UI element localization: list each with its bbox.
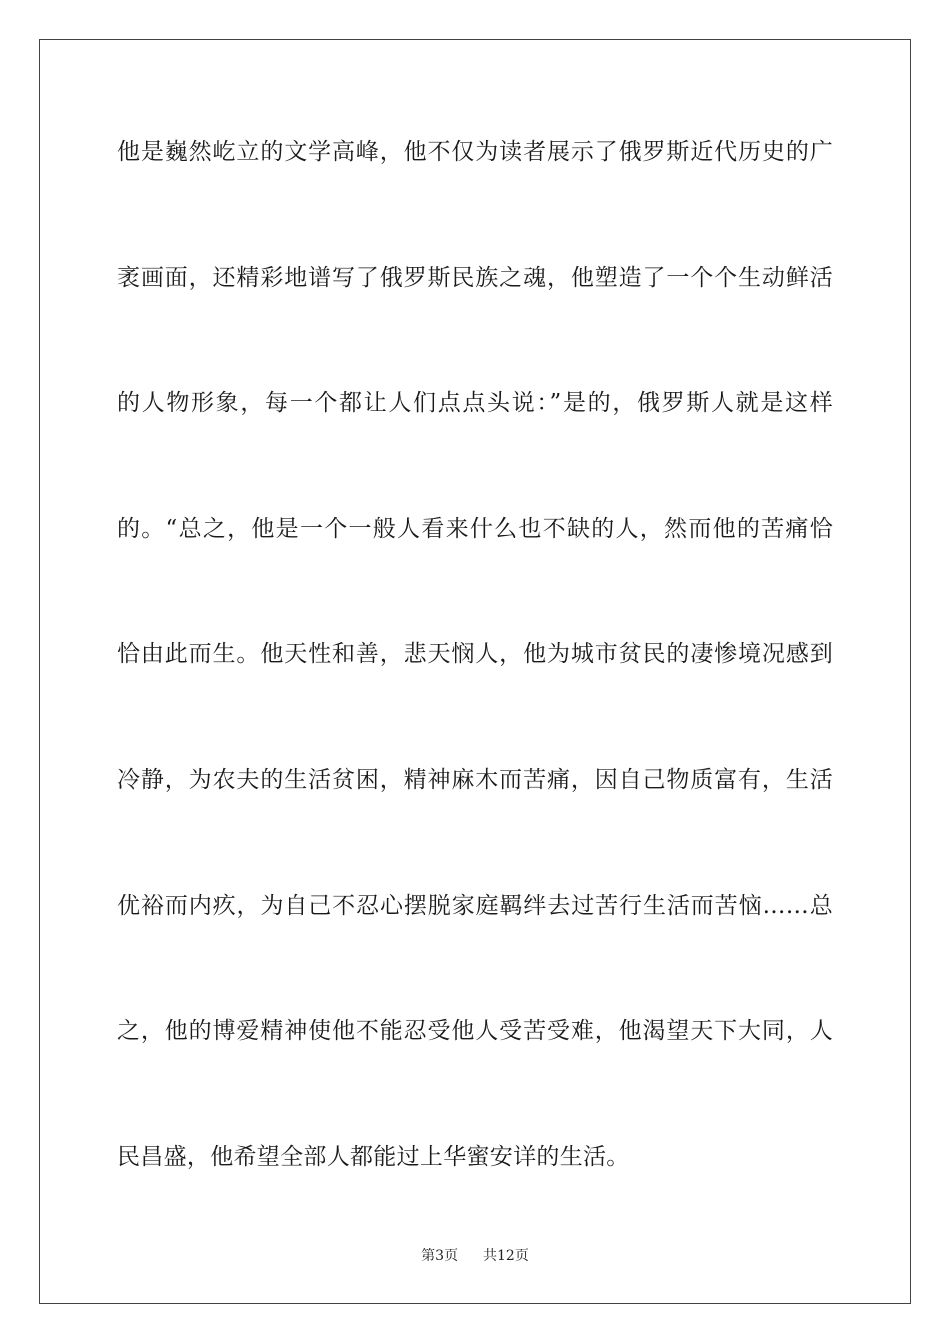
text-line-7: 优裕而内疚，为自己不忍心摆脱家庭羁绊去过苦行生活而苦恼……总 bbox=[117, 892, 833, 919]
text-line-3: 的人物形象，每一个都让人们点点头说：”是的，俄罗斯人就是这样 bbox=[117, 390, 833, 417]
text-line-9: 民昌盛，他希望全部人都能过上华蜜安详的生活。 bbox=[117, 1143, 630, 1170]
text-line-6: 冷静，为农夫的生活贫困，精神麻木而苦痛，因自己物质富有，生活 bbox=[117, 766, 833, 793]
text-line-1: 他是巍然屹立的文学高峰，他不仅为读者展示了俄罗斯近代历史的广 bbox=[117, 139, 833, 165]
body-paragraph bbox=[117, 128, 833, 1258]
page-footer bbox=[0, 1245, 950, 1265]
text-line-5: 恰由此而生。他天性和善，悲天悯人，他为城市贫民的凄惨境况感到 bbox=[117, 641, 833, 668]
page-number: 第3页 bbox=[421, 1248, 459, 1264]
text-line-8: 之，他的博爱精神使他不能忍受他人受苦受难，他渴望天下大同，人 bbox=[117, 1018, 833, 1045]
text-line-2: 袤画面，还精彩地谱写了俄罗斯民族之魂，他塑造了一个个生动鲜活 bbox=[117, 264, 833, 291]
page-total: 共12页 bbox=[483, 1248, 529, 1264]
text-line-4: 的。“总之，他是一个一般人看来什么也不缺的人，然而他的苦痛恰 bbox=[117, 515, 833, 542]
